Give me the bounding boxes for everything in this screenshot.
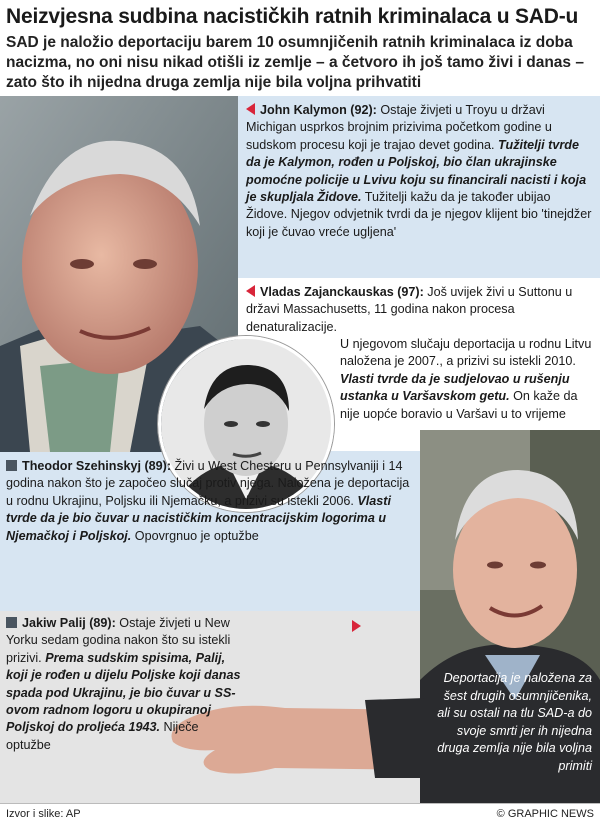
zajanckauskas-entry-part2 [340, 336, 598, 423]
palij-allegation: Prema sudskim spisima, Palij, koji je rođen u dijelu Poljske koji danas spada pod Ukrajinu, je bio čuvar u SS-ovom radnom logoru u okupiranoj Poljskoj do proljeća 1943. [6, 650, 241, 735]
page-title: Neizvjesna sudbina nacističkih ratnih kriminalaca u SAD-u [6, 5, 579, 28]
footer-divider [0, 803, 600, 804]
szehinskyj-text-1: Živi u West Chesteru u Pennsylvaniji i 14 godina nakon što je započeo slučaj protiv njega. Naložena je deportacija u rodnu Ukrajinu, Poljsku ili Njemačku, a prizivi su istekli 2006. [6, 459, 410, 508]
source-credit: Izvor i slike: AP [6, 808, 81, 820]
zajanckauskas-entry-part1 [246, 284, 594, 336]
kalymon-text-1: Ostaje živjeti u Troyu u državi Michigan usprkos brojnim prizivima početkom godine u sudskom procesu koji je trajao devet godina. [246, 103, 552, 152]
szehinskyj-entry [6, 458, 418, 545]
deportation-caption: Deportacija je naložena za šest drugih osumnjičenika, ali su ostali na tlu SAD-a do svoje smrti jer ih nijedna druga zemlja nije bila voljna primiti [437, 671, 592, 773]
graphic-news-credit: © GRAPHIC NEWS [496, 808, 594, 820]
palij-name: Jakiw Palij (89): [22, 616, 116, 630]
palij-text-2: Niječe optužbe [6, 720, 199, 752]
zajanckauskas-text-3: On kaže da nije uopće boravio u Varšavi u to vrijeme [340, 389, 578, 421]
red-triangle-right-icon [352, 620, 361, 632]
palij-text-1: Ostaje živjeti u New Yorku sedam godina nakon što su istekli prizivi. [6, 616, 231, 665]
zajanckauskas-text-1: Još uvijek živi u Suttonu u državi Massachusetts, 11 godina nakon procesa denaturalizacije. [246, 285, 573, 334]
red-triangle-left-icon [246, 285, 255, 297]
grey-square-marker-icon [6, 460, 17, 471]
zajanckauskas-name: Vladas Zajanckauskas (97): [260, 285, 424, 299]
zajanckauskas-allegation: Vlasti tvrde da je sudjelovao u rušenju ustanka u Varšavskom getu. [340, 371, 570, 404]
palij-entry [6, 615, 242, 754]
szehinskyj-text-2: Opovrgnuo je optužbe [131, 528, 259, 543]
kalymon-allegation: Tužitelji tvrde da je Kalymon, rođen u Poljskoj, bio član ukrajinske pomoćne policije u Lvivu koju su financirali nacisti i koja je skupljala Židove. [246, 137, 587, 205]
page-subtitle: SAD je naložio deportaciju barem 10 osumnjičenih ratnih kriminalaca iz doba nacizma, no oni nisu nikad otišli iz zemlje – a četvoro ih još tamo živi i danas – zato što ih nijedna druga zemlja nije bila voljna prihvatiti [6, 34, 584, 91]
szehinskyj-name: Theodor Szehinskyj (89): [22, 459, 172, 473]
kalymon-entry [246, 102, 594, 241]
zajanckauskas-text-2: U njegovom slučaju deportacija u rodnu Litvu naložena je 2007., a prizivi su istekli 2010. [340, 337, 592, 369]
szehinskyj-allegation: Vlasti tvrde da je bio čuvar u nacističkim koncentracijskim logorima u Njemačkoj i Poljskoj. [6, 493, 391, 543]
red-triangle-left-icon [246, 103, 255, 115]
kalymon-text-2: Tužitelji kažu da je također ubijao Židove. Njegov odvjetnik tvrdi da je njegov klijent bio 'tinejdžer koji je čuvao vreće ugljena' [246, 190, 592, 239]
grey-square-marker-icon [6, 617, 17, 628]
kalymon-name: John Kalymon (92): [260, 103, 377, 117]
